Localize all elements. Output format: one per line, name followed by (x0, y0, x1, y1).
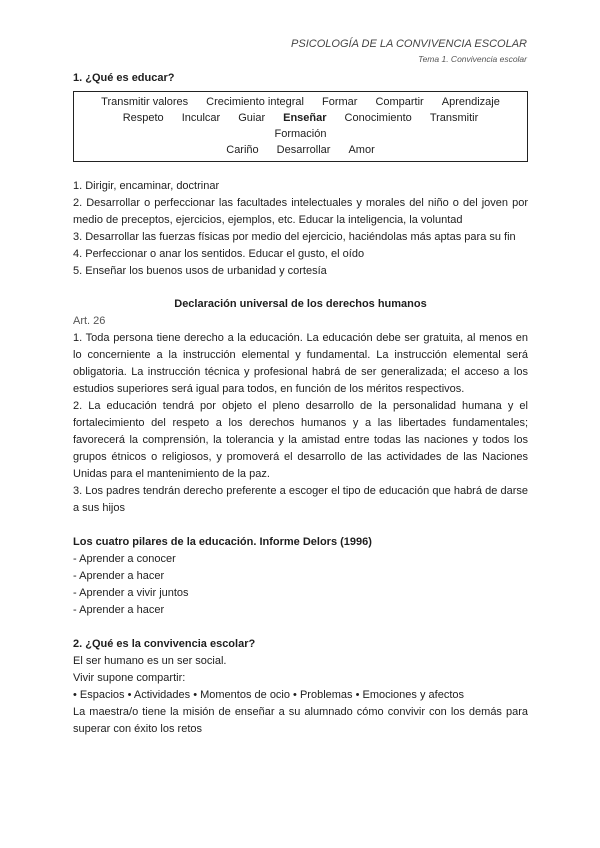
word-item-highlighted: Enseñar (283, 112, 327, 124)
pillar-item: - Aprender a hacer (73, 570, 165, 582)
word-box (73, 91, 528, 162)
word-item: Cariño (226, 144, 259, 156)
word-item: Desarrollar (276, 144, 331, 156)
word-item: Formación (274, 128, 327, 140)
word-item: Compartir (375, 96, 424, 108)
word-item: Crecimiento integral (206, 96, 304, 108)
section2-line: Vivir supone compartir: (73, 672, 186, 684)
section1-heading: 1. ¿Qué es educar? (73, 72, 175, 84)
word-item: Transmitir valores (101, 96, 189, 108)
definition-item: 1. Dirigir, encaminar, doctrinar (73, 180, 220, 192)
article-paragraph: 1. Toda persona tiene derecho a la educación. La educación debe ser gratuita, al menos en lo concerniente a la instrucción elemental y fundamental. La instrucción elemental será obligatoria. La instrucción técnica y profesional habrá de ser generalizada; el acceso a los estudios superiores será igual para todos, en función de los méritos respectivos. (73, 332, 528, 395)
header-subtitle: Tema 1. Convivencia escolar (418, 54, 527, 64)
article-paragraph: 3. Los padres tendrán derecho preferente a escoger el tipo de educación que habrá de darse a sus hijos (73, 485, 528, 514)
word-item: Formar (321, 96, 358, 108)
pillars-list (73, 551, 528, 619)
word-item: Inculcar (181, 112, 221, 124)
word-item: Transmitir (429, 112, 479, 124)
word-item: Conocimiento (344, 112, 412, 124)
header-title: PSICOLOGÍA DE LA CONVIVENCIA ESCOLAR (291, 38, 527, 50)
section2-body (73, 653, 528, 738)
pillar-item: - Aprender a hacer (73, 604, 165, 616)
section2-heading: 2. ¿Qué es la convivencia escolar? (73, 638, 256, 650)
page-content (73, 70, 528, 738)
pillars-heading: Los cuatro pilares de la educación. Informe Delors (1996) (73, 536, 372, 548)
definition-item: 2. Desarrollar o perfeccionar las facultades intelectuales y morales del niño o del joven por medio de preceptos, ejercicios, ejemplos, etc. Educar la inteligencia, la voluntad (73, 197, 528, 226)
word-item: Aprendizaje (441, 96, 500, 108)
section2-bullets: • Espacios • Actividades • Momentos de ocio • Problemas • Emociones y afectos (73, 689, 464, 701)
article-paragraph: 2. La educación tendrá por objeto el pleno desarrollo de la personalidad humana y el fortalecimiento del respeto a los derechos humanos y a las libertades fundamentales; favorecerá la comprensión, la tolerancia y la amistad entre todas las naciones y todos los grupos étnicos o religiosos, y promoverá el desarrollo de las actividades de las Naciones Unidas para el mantenimiento de la paz. (73, 400, 528, 480)
definition-item: 5. Enseñar los buenos usos de urbanidad y cortesía (73, 265, 327, 277)
word-item: Amor (348, 144, 375, 156)
definition-item: 3. Desarrollar las fuerzas físicas por medio del ejercicio, haciéndolas más aptas para su fin (73, 231, 516, 243)
word-item: Guiar (238, 112, 266, 124)
article-label: Art. 26 (73, 315, 106, 327)
pillar-item: - Aprender a vivir juntos (73, 587, 189, 599)
definition-list (73, 178, 528, 280)
pillar-item: - Aprender a conocer (73, 553, 176, 565)
word-item: Respeto (122, 112, 164, 124)
definition-item: 4. Perfeccionar o anar los sentidos. Educar el gusto, el oído (73, 248, 365, 260)
declaration-title: Declaración universal de los derechos humanos (174, 298, 427, 310)
section2-closing: La maestra/o tiene la misión de enseñar a su alumnado cómo convivir con los demás para superar con éxito los retos (73, 706, 528, 735)
declaration-body (73, 313, 528, 517)
section2-line: El ser humano es un ser social. (73, 655, 227, 667)
